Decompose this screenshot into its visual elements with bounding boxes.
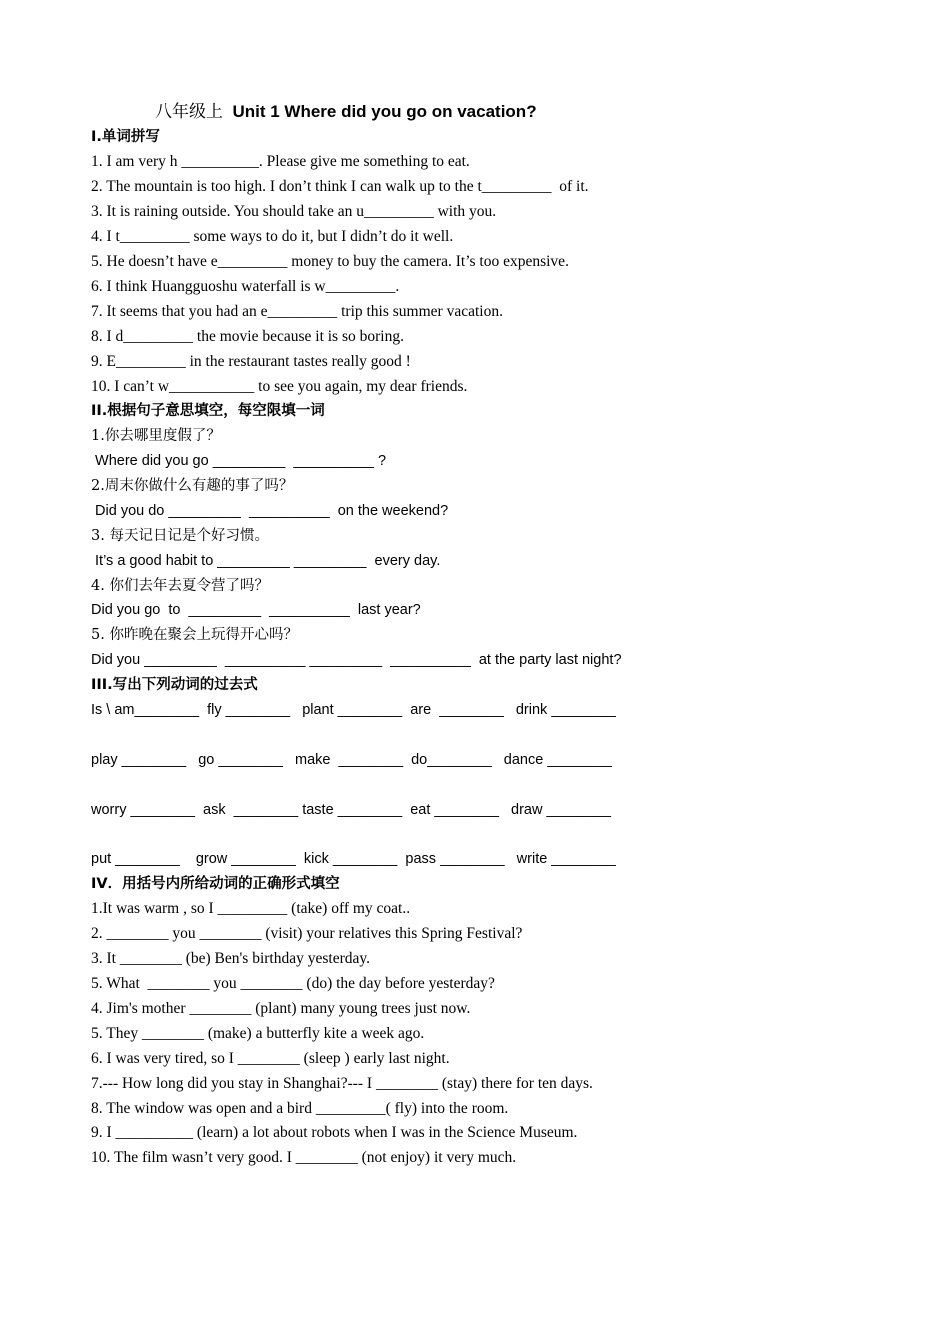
section1-item: 7. It seems that you had an e_________ trip this summer vacation.: [91, 303, 503, 320]
title-unit: Unit 1 Where did you go on vacation?: [232, 102, 537, 121]
section1-item: 5. He doesn’t have e_________ money to buy the camera. It’s too expensive.: [91, 253, 569, 270]
verb-row: worry ________ ask ________ taste ________ eat ________ draw ________: [91, 802, 611, 818]
section4-item: 8. The window was open and a bird _________( fly) into the room.: [91, 1100, 509, 1117]
section2-chinese-prompt: 4. 你们去年去夏令营了吗？: [91, 578, 269, 594]
section4-item: 6. I was very tired, so I ________ (sleep ) early last night.: [91, 1050, 450, 1067]
section1-item: 10. I can’t w___________ to see you again, my dear friends.: [91, 378, 468, 395]
section4-item: 7.--- How long did you stay in Shanghai?--- I ________ (stay) there for ten days.: [91, 1075, 593, 1092]
section2-heading: II.根据句子意思填空，每空限填一词: [91, 403, 325, 419]
section2-english-sentence: Did you go to _________ __________ last year?: [91, 602, 421, 618]
section4-item: 1.It was warm , so I _________ (take) off my coat..: [91, 900, 411, 917]
section1-item: 4. I t_________ some ways to do it, but I didn’t do it well.: [91, 228, 454, 245]
section1-heading: I.单词拼写: [91, 129, 160, 145]
section2-chinese-prompt: 5. 你昨晚在聚会上玩得开心吗？: [91, 627, 298, 643]
section4-item: 5. They ________ (make) a butterfly kite a week ago.: [91, 1025, 425, 1042]
verb-row: play ________ go ________ make ________ do________ dance ________: [91, 752, 612, 768]
section1-item: 1. I am very h __________. Please give me something to eat.: [91, 153, 470, 170]
section1-item: 9. E_________ in the restaurant tastes really good !: [91, 353, 411, 370]
section4-item: 3. It ________ (be) Ben's birthday yesterday.: [91, 950, 370, 967]
section4-item: 5. What ________ you ________ (do) the day before yesterday?: [91, 975, 495, 992]
verb-row: put ________ grow ________ kick ________ pass ________ write ________: [91, 851, 616, 867]
section4-item: 9. I __________ (learn) a lot about robots when I was in the Science Museum.: [91, 1124, 578, 1141]
section2-chinese-prompt: 3. 每天记日记是个好习惯。: [91, 528, 269, 544]
section1-item: 6. I think Huangguoshu waterfall is w_________.: [91, 278, 400, 295]
section1-item: 8. I d_________ the movie because it is so boring.: [91, 328, 404, 345]
section2-chinese-prompt: 2.周末你做什么有趣的事了吗？: [91, 478, 294, 494]
section4-heading: IV．用括号内所给动词的正确形式填空: [91, 876, 340, 892]
section3-heading: III.写出下列动词的过去式: [91, 677, 258, 693]
section1-item: 3. It is raining outside. You should take an u_________ with you.: [91, 203, 497, 220]
section2-english-sentence: It’s a good habit to _________ _________ every day.: [91, 553, 441, 569]
page-title: [155, 102, 537, 122]
section2-english-sentence: Did you do _________ __________ on the weekend?: [91, 503, 449, 519]
title-grade: 八年级上: [155, 102, 223, 122]
section4-item: 10. The film wasn’t very good. I ________ (not enjoy) it very much.: [91, 1149, 517, 1166]
section2-chinese-prompt: 1.你去哪里度假了？: [91, 428, 221, 444]
verb-row: Is \ am________ fly ________ plant ________ are ________ drink ________: [91, 702, 616, 718]
section4-item: 2. ________ you ________ (visit) your relatives this Spring Festival?: [91, 925, 523, 942]
section4-item: 4. Jim's mother ________ (plant) many young trees just now.: [91, 1000, 471, 1017]
section2-english-sentence: Did you _________ __________ _________ __________ at the party last night?: [91, 652, 622, 668]
section1-item: 2. The mountain is too high. I don’t think I can walk up to the t_________ of it.: [91, 178, 589, 195]
section2-english-sentence: Where did you go _________ __________ ?: [91, 453, 387, 469]
